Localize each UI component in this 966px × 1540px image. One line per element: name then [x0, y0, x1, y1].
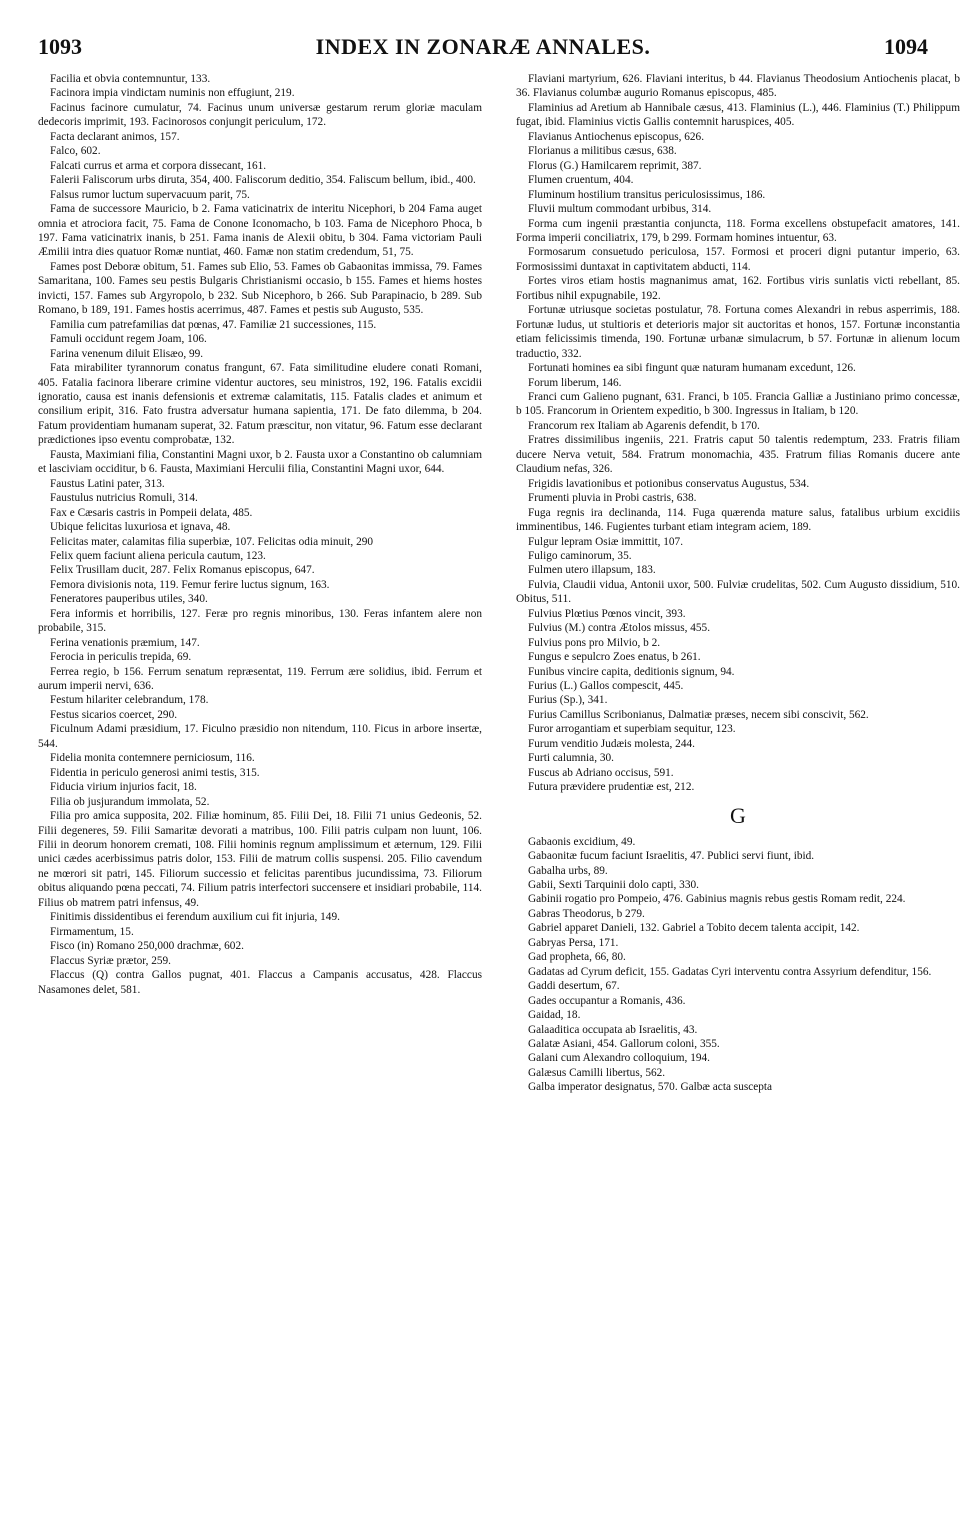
index-entry: Gabinii rogatio pro Pompeio, 476. Gabinius magnis rebus gestis Romam redit, 224.	[528, 893, 906, 906]
index-entry: Gabras Theodorus, b 279.	[528, 907, 645, 920]
index-entry: Ferina venationis præmium, 147.	[50, 636, 200, 649]
index-entry: Fulgur lepram Osiæ immittit, 107.	[528, 535, 684, 548]
index-entry: Fausta, Maximiani filia, Constantini Magni uxor, b 2. Fausta uxor a Constantino ob calumniam et lasciviam occiditur, b 6. Fausta, Maximiani Herculii filia, Constantini Magni uxor, 644.	[38, 448, 482, 476]
index-entry: Fax e Cæsaris castris in Pompeii delata, 485.	[50, 506, 253, 519]
page-number-right: 1094	[884, 34, 928, 59]
index-entry: Facinora impia vindictam numinis non effugiunt, 219.	[50, 87, 295, 100]
index-entry: Firmamentum, 15.	[50, 925, 134, 938]
index-entry: Funibus vincire capita, deditionis signum, 94.	[528, 665, 735, 678]
index-entry: Falcati currus et arma et corpora dissecant, 161.	[50, 159, 267, 172]
index-entry: Florus (G.) Hamilcarem reprimit, 387.	[528, 159, 702, 172]
index-entry: Facta declarant animos, 157.	[50, 130, 180, 143]
index-entry: Fiducia virium injurios facit, 18.	[50, 781, 197, 794]
index-entry: Faustus Latini pater, 313.	[50, 477, 165, 490]
index-entry: Fama de successore Mauricio, b 2. Fama vaticinatrix de interitu Nicephori, b 204 Fama auget omnia et atrociora facit, 75. Fama de Conone Iconomacho, b 103. Fama de Nicephoro Phoca, b 197. Fama vaticinatrix inanis, b 251. Fama inanis de Alexii obitu, b 304. Fama victoriam Pauli Æmilii intra dies quatuor Romæ nuntiat, 460. Famæ non statim credendum, 51, 75.	[38, 203, 482, 259]
index-entry: Fuga regnis ira declinanda, 114. Fuga quærenda mature salus, fatalibus urbium excidiis imminentibus, 146. Fugientes turbant etiam integram aciem, 189.	[516, 506, 960, 534]
index-entry: Festum hilariter celebrandum, 178.	[50, 694, 209, 707]
left-column	[38, 72, 482, 997]
index-entry: Ferocia in periculis trepida, 69.	[50, 651, 192, 664]
index-entry: Felix quem faciunt aliena pericula cautum, 123.	[50, 549, 266, 562]
index-entry: Frumenti pluvia in Probi castris, 638.	[528, 492, 697, 505]
index-entry: Florianus a militibus cæsus, 638.	[528, 145, 677, 158]
index-entry: Gaidad, 18.	[528, 1009, 581, 1022]
index-entry: Falco, 602.	[50, 145, 101, 158]
index-entry: Ficulnum Adami præsidium, 17. Ficulno præsidio non nitendum, 110. Ficus in arbore insertæ, 544.	[38, 723, 482, 750]
index-entry: Facinus facinore cumulatur, 74. Facinus unum universæ gestarum rerum gloriæ maculam dedecoris imprimit, 193. Facinorosos conjungit periculum, 172.	[38, 101, 482, 129]
right-column	[516, 72, 960, 1095]
section-letter-heading: G	[730, 802, 746, 828]
index-entry: Furius (Sp.), 341.	[528, 694, 608, 707]
index-entry: Fidentia in periculo generosi animi testis, 315.	[50, 766, 260, 779]
right-column-g-entries	[516, 835, 960, 1095]
index-entry: Fisco (in) Romano 250,000 drachmæ, 602.	[50, 940, 244, 953]
index-entry: Flaccus (Q) contra Gallos pugnat, 401. Flaccus a Campanis accusatus, 428. Flaccus Nasamones delet, 581.	[38, 969, 482, 996]
index-entry: Feneratores pauperibus utiles, 340.	[50, 593, 208, 606]
index-entry: Galani cum Alexandro colloquium, 194.	[528, 1052, 710, 1065]
right-column-f-entries	[516, 72, 960, 795]
index-entry: Galæsus Camilli libertus, 562.	[528, 1066, 666, 1079]
index-entry: Futura prævidere prudentiæ est, 212.	[528, 781, 695, 794]
index-entry: Falsus rumor luctum supervacuum parit, 75.	[50, 188, 250, 201]
index-entry: Familia cum patrefamilias dat pœnas, 47. Familiæ 21 successiones, 115.	[50, 318, 377, 331]
index-entry: Galaaditica occupata ab Israelitis, 43.	[528, 1023, 698, 1036]
index-entry: Farina venenum diluit Elisæo, 99.	[50, 347, 204, 360]
index-entry: Faustulus nutricius Romuli, 314.	[50, 492, 198, 505]
index-entry: Fortes viros etiam hostis magnanimus amat, 162. Fortibus viris sunlatis victi rebellant, 85. Fortibus nihil expugnabile, 192.	[516, 275, 960, 302]
index-entry: Fulvia, Claudii vidua, Antonii uxor, 500. Fulviæ crudelitas, 502. Cum Augusto dissidium, 510. Obitus, 511.	[516, 578, 960, 606]
index-entry: Felicitas mater, calamitas filia superbiæ, 107. Felicitas odia minuit, 290	[50, 535, 374, 548]
index-entry: Gades occupantur a Romanis, 436.	[528, 994, 686, 1007]
index-entry: Fortunati homines ea sibi fingunt quæ naturam humanam excedunt, 126.	[528, 362, 856, 375]
index-entry: Ferrea regio, b 156. Ferrum senatum repræsentat, 119. Ferrum ære solidius, ibid. Ferrum et aurum imperii nervi, 636.	[38, 665, 482, 693]
index-entry: Gabriel apparet Danieli, 132. Gabriel a Tobito decem talenta accipit, 142.	[528, 922, 860, 935]
index-entry: Frigidis lavationibus et potionibus conservatus Augustus, 534.	[528, 477, 810, 490]
index-entry: Furti calumnia, 30.	[528, 752, 614, 765]
index-entry: Fera informis et horribilis, 127. Feræ pro regnis minoribus, 130. Feras infantem alere non probabile, 315.	[38, 607, 482, 635]
index-entry: Felix Trusillam ducit, 287. Felix Romanus episcopus, 647.	[50, 564, 315, 577]
index-entry: Flaviani martyrium, 626. Flaviani interitus, b 44. Flavianus Theodosium Antiochenis placat, b 36. Flavianus columbæ augurio Romanus episcopus, 485.	[516, 73, 960, 100]
index-entry: Franci cum Galieno pugnant, 631. Franci, b 105. Francia Galliæ a Justiniano primo concessæ, b 105. Francorum in Orientem expeditio, b 300. Ingressus in Italiam, b 120.	[516, 390, 960, 418]
index-entry: Famuli occidunt regem Joam, 106.	[50, 333, 207, 346]
index-entry: Fata mirabiliter tyrannorum conatus frangunt, 67. Fata similitudine eludere conati Romani, 405. Fatalia facinora liberare crimine videntur auctores, seu ministros, 192, 196. Fatalis excidii ignoratio, causa est inanis defensionis et extremæ calamitatis, 115. Fatalis clades et animum et consilium eripit, 316. Fato frustra adversatur humana sapientia, 171. De fato dilemma, b 204. Fatum providentiam humanam superat, 32. Fatum præscitur, non vitatur, 96. Fatum esse declarant prædictiones ipso eventu comprobatæ, 132.	[38, 362, 482, 447]
page-number-left: 1093	[38, 34, 82, 59]
index-entry: Furor arrogantiam et superbiam sequitur, 123.	[528, 723, 736, 736]
index-entry: Gaddi desertum, 67.	[528, 980, 620, 993]
index-entry: Fulvius pons pro Milvio, b 2.	[528, 636, 661, 649]
index-entry: Femora divisionis nota, 119. Femur ferire luctus signum, 163.	[50, 578, 330, 591]
index-entry: Gabaonis excidium, 49.	[528, 835, 636, 848]
index-entry: Fluminum hostilium transitus periculosissimus, 186.	[528, 188, 766, 201]
index-entry: Flaminius ad Aretium ab Hannibale cæsus, 413. Flaminius (L.), 446. Flaminius (T.) Philippum fugat, ibid. Flaminius victis Gallis contemnit haruspices, 405.	[516, 101, 960, 129]
index-entry: Filia ob jusjurandum immolata, 52.	[50, 795, 210, 808]
index-entry: Fluvii multum commodant urbibus, 314.	[528, 203, 712, 216]
page-title: INDEX IN ZONARÆ ANNALES.	[315, 34, 651, 59]
index-entry: Fratres dissimilibus ingeniis, 221. Fratris caput 50 talentis redemptum, 233. Fratris filiam ducere Nerva vetuit, 584. Fratrum monomachia, 435. Fratrum filias Romanis ducere ante Claudium nefas, 326.	[516, 434, 960, 476]
index-entry: Flumen cruentum, 404.	[528, 174, 634, 187]
index-entry: Fulvius (M.) contra Ætolos missus, 455.	[528, 622, 711, 635]
index-entry: Flaccus Syriæ prætor, 259.	[50, 954, 171, 967]
index-entry: Fames post Deboræ obitum, 51. Fames sub Elio, 53. Fames ob Gabaonitas immissa, 79. Fames Samaritana, 100. Fames seu pestis Bulgaris Christianismi occasio, b 155. Fames et hiems hostes invicti, 157. Fames sub Argyropolo, b 232. Sub Nicephoro, b 266. Sub Parapinacio, b 289. Sub Romano, b 189, 191. Fames hostis acerrimus, 487. Fames et pestis sub Augusto, 535.	[38, 260, 482, 317]
index-entry: Francorum rex Italiam ab Agarenis defendit, b 170.	[528, 419, 760, 432]
index-entry: Falerii Faliscorum urbs diruta, 354, 400. Faliscorum deditio, 354. Faliscum bellum, ibid., 400.	[50, 174, 476, 187]
index-entry: Furius (L.) Gallos compescit, 445.	[528, 680, 684, 693]
index-entry: Gabalha urbs, 89.	[528, 864, 608, 877]
index-entry: Formosarum consuetudo periculosa, 157. Formosi et proceri digni putantur imperio, 63. Formosissimi duntaxat in captivitatem abducti, 114.	[516, 246, 960, 273]
index-entry: Forma cum ingenii præstantia conjuncta, 118. Forma excellens obstupefacit amatores, 141. Forma imperii conciliatrix, 179, b 299. Formam homines intuentur, 63.	[516, 217, 960, 244]
index-entry: Flavianus Antiochenus episcopus, 626.	[528, 130, 705, 143]
page-header	[38, 34, 928, 58]
index-entry: Furius Camillus Scribonianus, Dalmatiæ præses, necem sibi conscivit, 562.	[528, 708, 869, 721]
index-entry: Gad propheta, 66, 80.	[528, 951, 626, 964]
index-entry: Gabryas Persa, 171.	[528, 936, 619, 949]
index-entry: Galba imperator designatus, 570. Galbæ acta suscepta	[528, 1081, 773, 1094]
index-entry: Fidelia monita contemnere perniciosum, 116.	[50, 752, 255, 765]
index-entry: Fulvius Plœtius Pœnos vincit, 393.	[528, 607, 686, 620]
index-entry: Forum liberum, 146.	[528, 376, 622, 389]
index-entry: Gabaonitæ fucum faciunt Israelitis, 47. Publici servi fiunt, ibid.	[528, 850, 815, 863]
index-entry: Fungus e sepulcro Zoes enatus, b 261.	[528, 651, 701, 664]
index-entry: Fuligo caminorum, 35.	[528, 549, 632, 562]
index-entry: Fuscus ab Adriano occisus, 591.	[528, 766, 674, 779]
index-entry: Finitimis dissidentibus ei ferendum auxilium cui fit injuria, 149.	[50, 911, 340, 924]
index-entry: Facilia et obvia contemnuntur, 133.	[50, 73, 211, 85]
index-entry: Gadatas ad Cyrum deficit, 155. Gadatas Cyri interventu contra Assyrium defenditur, 156.	[528, 965, 932, 978]
index-entry: Fortunæ utriusque societas postulatur, 78. Fortuna comes Alexandri in rebus asperrimis, 188. Fortunæ ludus, ut stultioris et deterioris major sit auctoritas et honos, 157. Fortunæ inconstantia etiam felicissimis timenda, 190. Fortunæ urbanæ simulacrum, b 57. Fortunæ in alienum locum traductio, 332.	[516, 304, 960, 360]
index-entry: Gabii, Sexti Tarquinii dolo capti, 330.	[528, 879, 699, 892]
index-entry: Fulmen utero illapsum, 183.	[528, 564, 656, 577]
index-entry: Furum venditio Judæis molesta, 244.	[528, 737, 695, 750]
index-entry: Ubique felicitas luxuriosa et ignava, 48.	[50, 521, 231, 534]
index-entry: Festus sicarios coercet, 290.	[50, 708, 178, 721]
index-entry: Galatæ Asiani, 454. Gallorum coloni, 355.	[528, 1038, 720, 1050]
index-entry: Filia pro amica supposita, 202. Filiæ hominum, 85. Filii Dei, 18. Filii 71 unius Gedeonis, 52. Filii degeneres, 59. Filii Samaritæ devorati a matribus, 100. Filii patris culpam non luunt, 106. Filii in deorum honorem cremati, 108. Filii hominis regnum amplissimum et æternum, 129. Filii unici cædes acerbissimus patris dolor, 153. Filii de matrum collis suspensi. 205. Filio cavendum ne mœrori sit patri, 145. Filiorum successio et felicitas parentibus jucundissima, 73. Filiorum obitus aliquando pœna peccati, 74. Filium patris interfectori succensere et insidiari probabile, 114. Filius ob matrem patri infensus, 49.	[38, 810, 482, 909]
